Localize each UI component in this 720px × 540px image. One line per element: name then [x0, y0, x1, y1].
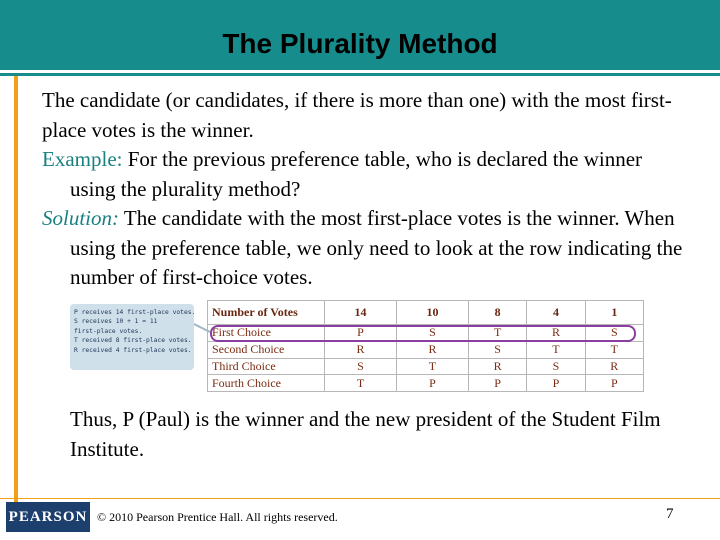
- table-cell: P: [325, 325, 397, 342]
- table-header-cell: 10: [396, 301, 468, 325]
- preference-table: [207, 300, 644, 392]
- table-row-label: First Choice: [208, 325, 325, 342]
- table-cell: R: [325, 341, 397, 358]
- example-paragraph: [42, 145, 692, 204]
- page-number: 7: [666, 506, 674, 522]
- table-cell: S: [325, 358, 397, 375]
- example-label: Example:: [42, 147, 123, 171]
- solution-paragraph: [42, 204, 692, 293]
- slide-body: [42, 86, 692, 293]
- table-cell: S: [468, 341, 526, 358]
- solution-text: The candidate with the most first-place votes is the winner. When using the preference table, we only need to look at the row indicating the number of first-choice votes.: [70, 206, 683, 289]
- table-cell: T: [396, 358, 468, 375]
- table-row: [208, 341, 644, 358]
- note-line: R received 4 first-place votes.: [74, 346, 192, 354]
- table-header-cell: 14: [325, 301, 397, 325]
- note-line: T received 8 first-place votes.: [74, 337, 192, 345]
- table-header-cell: Number of Votes: [208, 301, 325, 325]
- table-row-label: Fourth Choice: [208, 375, 325, 392]
- preference-table-figure: [70, 298, 644, 394]
- copyright-notice: © 2010 Pearson Prentice Hall. All rights reserved.: [97, 510, 338, 524]
- first-choice-highlight: [210, 325, 636, 342]
- table-row-label: Second Choice: [208, 341, 325, 358]
- note-line: P receives 14 first-place votes.: [74, 309, 196, 316]
- table-cell: T: [527, 341, 585, 358]
- table-cell: T: [325, 375, 397, 392]
- title-divider-lower: [0, 73, 720, 76]
- title-bar: [0, 0, 720, 72]
- table-header-cell: 4: [527, 301, 585, 325]
- vote-count-note: [70, 304, 194, 370]
- table-header-row: [208, 301, 644, 325]
- table-cell: T: [468, 325, 526, 342]
- definition-text: The candidate (or candidates, if there is more than one) with the most first-place votes is the winner.: [42, 88, 672, 142]
- example-text: For the previous preference table, who is declared the winner using the plurality method?: [70, 147, 643, 201]
- table-cell: R: [527, 325, 585, 342]
- table-row: [208, 375, 644, 392]
- solution-label: Solution:: [42, 206, 119, 230]
- table-cell: P: [396, 375, 468, 392]
- table-cell: R: [468, 358, 526, 375]
- pearson-logo: PEARSON: [6, 502, 90, 532]
- conclusion-text: Thus, P (Paul) is the winner and the new president of the Student Film Institute.: [70, 407, 661, 461]
- table-cell: P: [527, 375, 585, 392]
- table-header-cell: 1: [585, 301, 643, 325]
- table-row-label: Third Choice: [208, 358, 325, 375]
- table-cell: P: [468, 375, 526, 392]
- table-cell: S: [585, 325, 643, 342]
- table-cell: T: [585, 341, 643, 358]
- footer-divider: [0, 498, 720, 499]
- table-cell: P: [585, 375, 643, 392]
- table-cell: R: [396, 341, 468, 358]
- left-accent-bar: [14, 76, 18, 516]
- table-cell: S: [527, 358, 585, 375]
- note-line: S receives 10 + 1 = 11: [74, 318, 158, 326]
- note-line: first-place votes.: [74, 327, 143, 335]
- table-header-cell: 8: [468, 301, 526, 325]
- table-row: [208, 358, 644, 375]
- slide-title: The Plurality Method: [222, 28, 498, 59]
- table-cell: S: [396, 325, 468, 342]
- table-cell: R: [585, 358, 643, 375]
